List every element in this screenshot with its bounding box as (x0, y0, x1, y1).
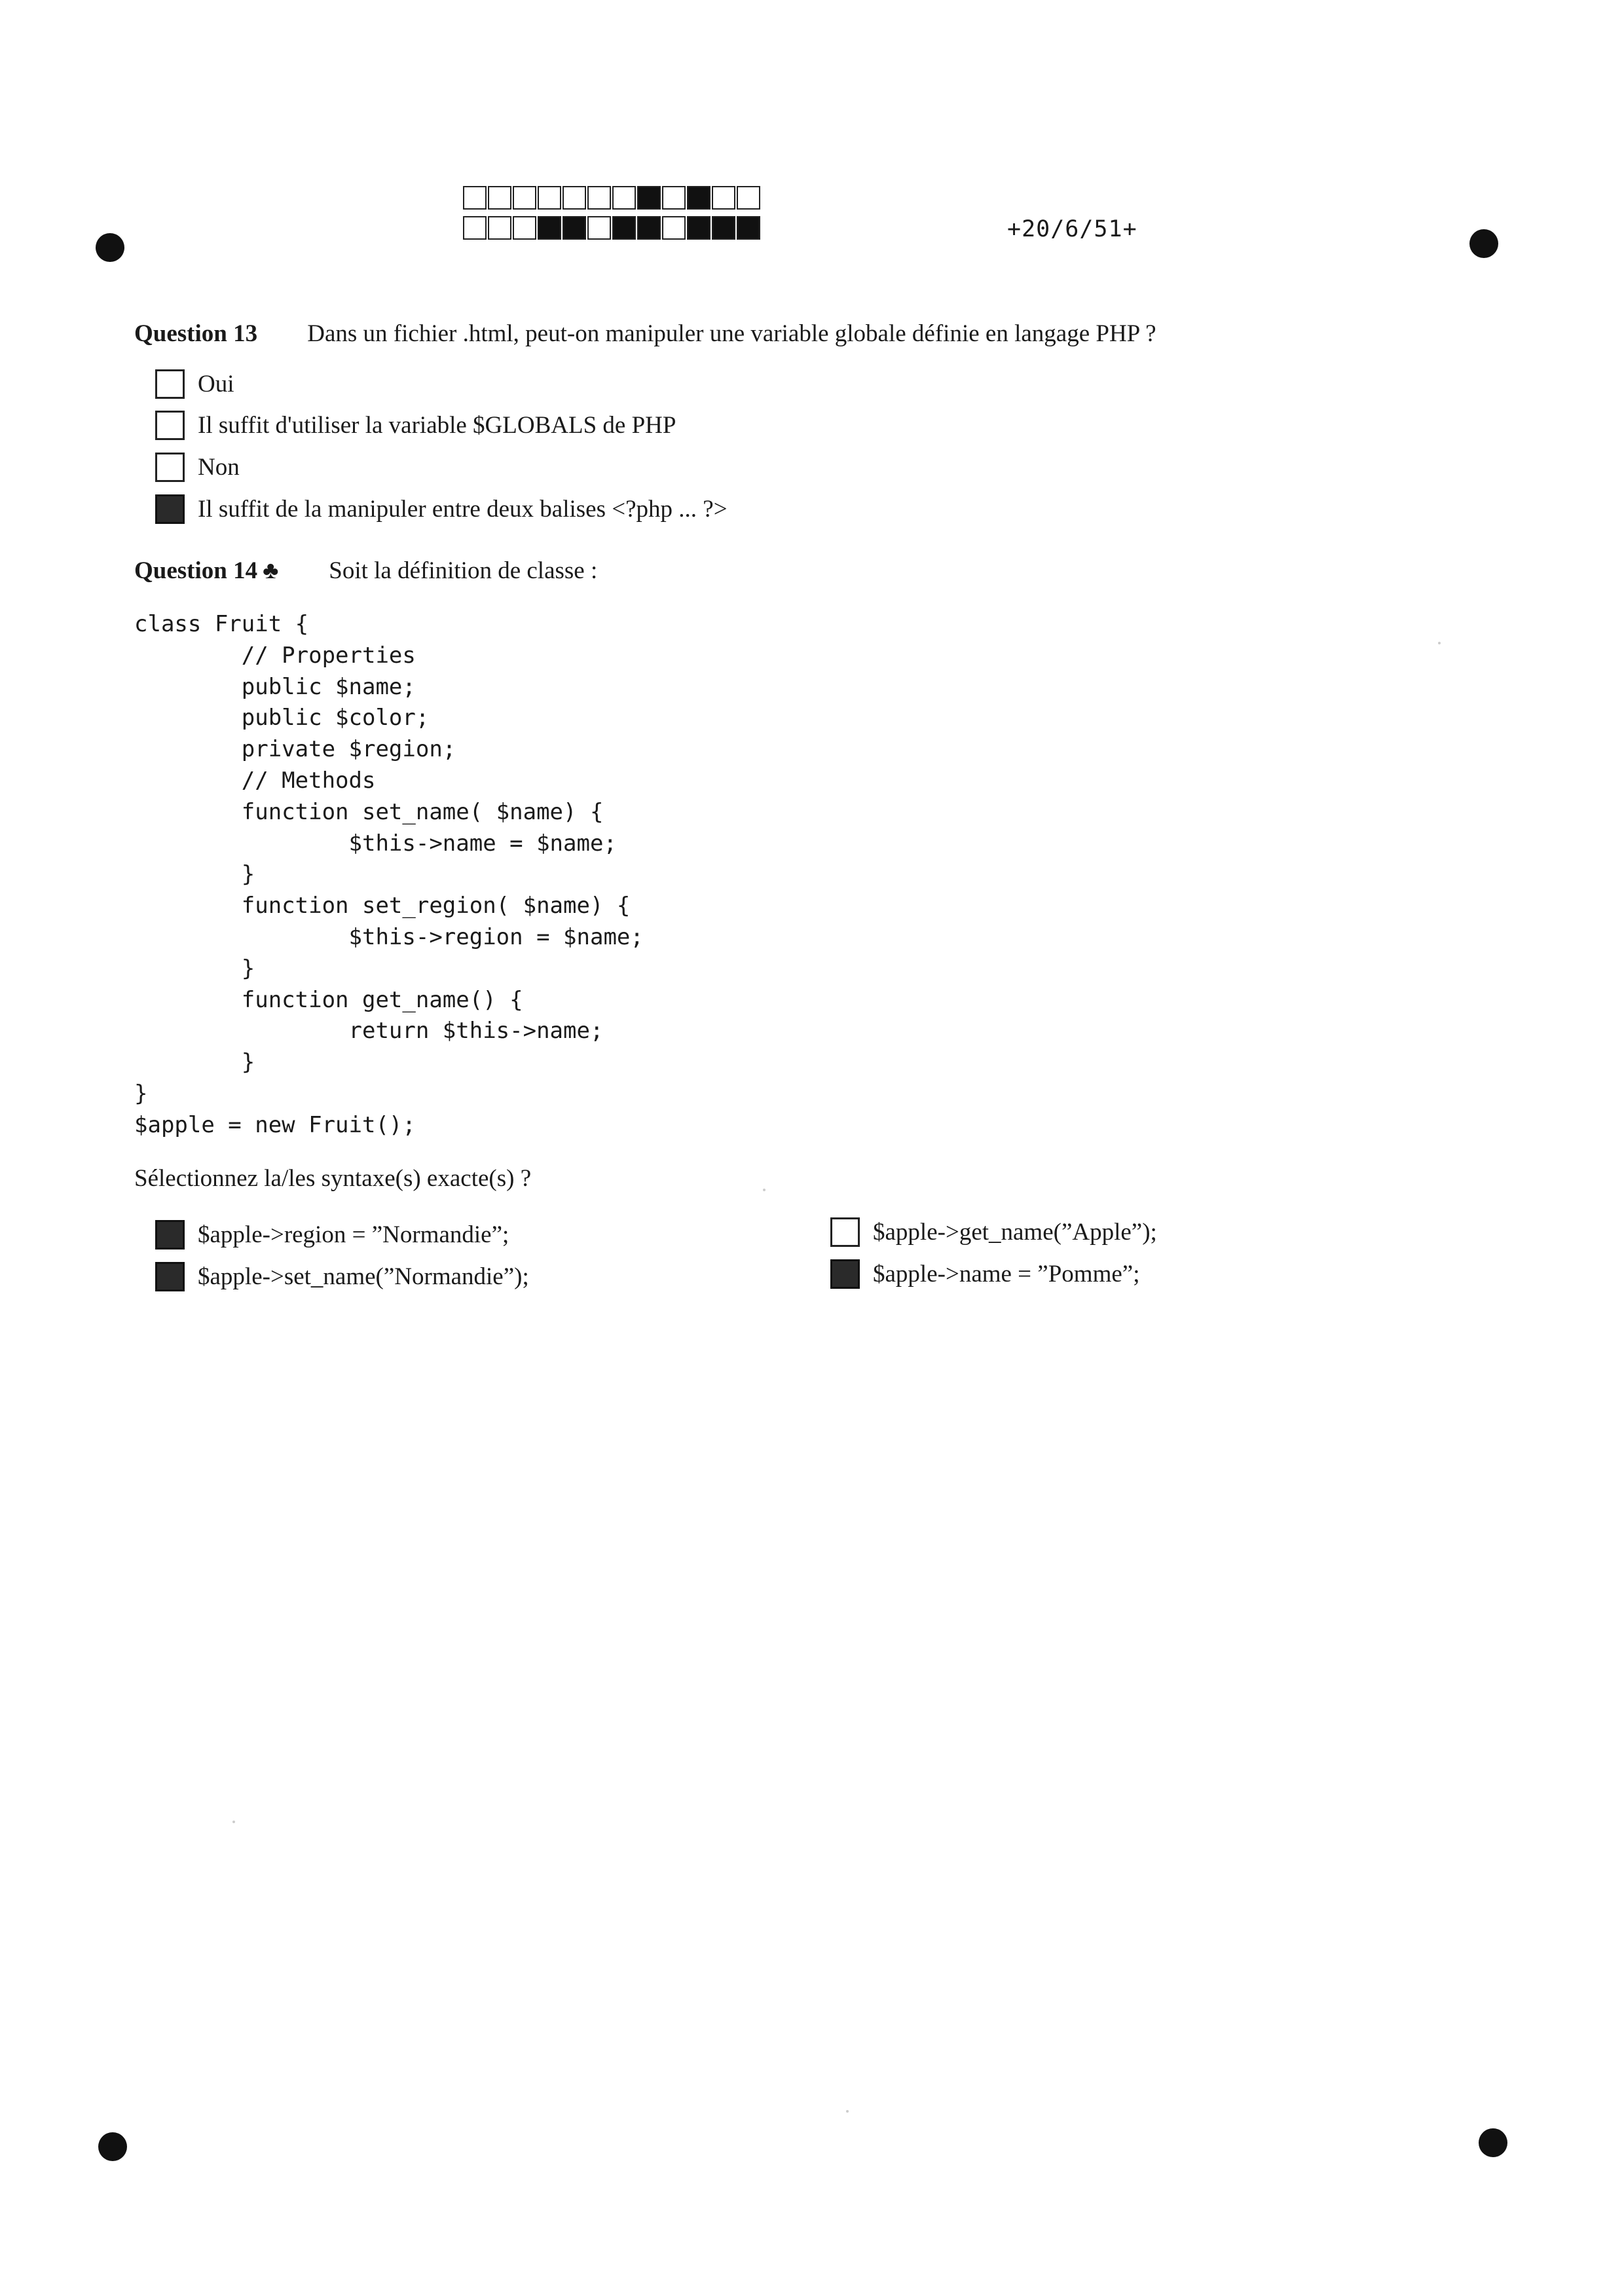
barcode-cell (463, 186, 487, 210)
code-line: class Fruit { (134, 611, 309, 637)
q14-option-label: $apple->name = ”Pomme”; (873, 1261, 1140, 1287)
q14-option-get-name[interactable] (830, 1217, 1157, 1247)
barcode-cell (737, 216, 760, 240)
q14-option-set-name[interactable] (155, 1262, 529, 1291)
barcode-cell (687, 216, 710, 240)
q13-option-globals[interactable] (155, 411, 676, 440)
code-line: $this->region = $name; (134, 923, 644, 950)
question-14-prompt: Sélectionnez la/les syntaxe(s) exacte(s) ? (134, 1165, 532, 1192)
q14-option-label: $apple->get_name(”Apple”); (873, 1219, 1157, 1246)
q13-option-label: Il suffit d'utiliser la variable $GLOBALS de PHP (198, 412, 676, 439)
code-line: } (134, 861, 255, 888)
q13-checkbox-2[interactable] (155, 453, 185, 482)
question-14-text: Soit la définition de classe : (329, 557, 598, 584)
barcode-cell (637, 186, 661, 210)
q13-checkbox-0[interactable] (155, 369, 185, 399)
code-line: } (134, 1049, 255, 1076)
q14-option-label: $apple->set_name(”Normandie”); (198, 1263, 529, 1290)
q14-checkbox-1[interactable] (155, 1262, 185, 1291)
q14-option-region[interactable] (155, 1220, 509, 1250)
club-icon: ♣ (263, 557, 279, 584)
code-line: // Methods (134, 767, 376, 794)
code-block (134, 609, 644, 1141)
q13-option-php-tags[interactable] (155, 494, 728, 524)
barcode-cell (737, 186, 760, 210)
question-13-text: Dans un fichier .html, peut-on manipuler une variable globale définie en langage PHP ? (307, 320, 1156, 347)
scan-speck (232, 1821, 235, 1823)
q13-option-label: Oui (198, 371, 234, 398)
code-line: } (134, 955, 255, 982)
barcode-top-row (463, 186, 762, 210)
code-line: $this->name = $name; (134, 830, 617, 857)
code-line: function set_region( $name) { (134, 893, 631, 919)
q14-checkbox-0[interactable] (155, 1220, 185, 1250)
q13-option-label: Il suffit de la manipuler entre deux balises <?php ... ?> (198, 496, 728, 523)
scan-speck (763, 1189, 766, 1191)
barcode-cell (712, 216, 735, 240)
code-line: public $name; (134, 673, 416, 700)
q14-option-label: $apple->region = ”Normandie”; (198, 1221, 509, 1248)
code-line: $apple = new Fruit(); (134, 1111, 416, 1138)
q14-checkbox-2[interactable] (830, 1217, 860, 1247)
page-identifier: +20/6/51+ (1007, 216, 1137, 242)
question-14-label (134, 557, 323, 585)
barcode-cell (538, 186, 561, 210)
barcode-cell (612, 216, 636, 240)
q13-option-label: Non (198, 454, 240, 481)
q13-checkbox-3[interactable] (155, 494, 185, 524)
barcode-cell (488, 216, 511, 240)
barcode-cell (637, 216, 661, 240)
code-line: private $region; (134, 736, 456, 763)
code-line: public $color; (134, 705, 430, 731)
barcode-cell (563, 216, 586, 240)
corner-mark-bottom-left (98, 2132, 127, 2161)
code-line: // Properties (134, 642, 416, 669)
barcode-cell (662, 216, 686, 240)
question-14-header (134, 557, 597, 585)
barcode-cell (712, 186, 735, 210)
q13-option-oui[interactable] (155, 369, 234, 399)
barcode-cell (662, 186, 686, 210)
question-13-label: Question 13 (134, 320, 258, 347)
barcode-cell (513, 186, 536, 210)
corner-mark-top-right (1469, 229, 1498, 258)
corner-mark-bottom-right (1479, 2128, 1507, 2157)
q13-checkbox-1[interactable] (155, 411, 185, 440)
scan-speck (1438, 642, 1441, 644)
barcode-cell (488, 186, 511, 210)
q14-option-name[interactable] (830, 1259, 1140, 1289)
code-line: function set_name( $name) { (134, 798, 604, 825)
barcode-cell (687, 186, 710, 210)
code-line: return $this->name; (134, 1018, 604, 1045)
q14-checkbox-3[interactable] (830, 1259, 860, 1289)
question-13-header (134, 320, 1156, 348)
barcode-cell (587, 186, 611, 210)
barcode-bottom-row (463, 216, 762, 240)
barcode-cell (463, 216, 487, 240)
q13-option-non[interactable] (155, 453, 240, 482)
corner-mark-top-left (96, 233, 124, 262)
code-line: function get_name() { (134, 986, 523, 1013)
barcode-cell (587, 216, 611, 240)
barcode-cell (513, 216, 536, 240)
question-14-number: Question 14 (134, 557, 258, 584)
barcode-cell (563, 186, 586, 210)
scan-speck (846, 2110, 849, 2113)
barcode-cell (538, 216, 561, 240)
code-line: } (134, 1080, 148, 1107)
barcode-cell (612, 186, 636, 210)
